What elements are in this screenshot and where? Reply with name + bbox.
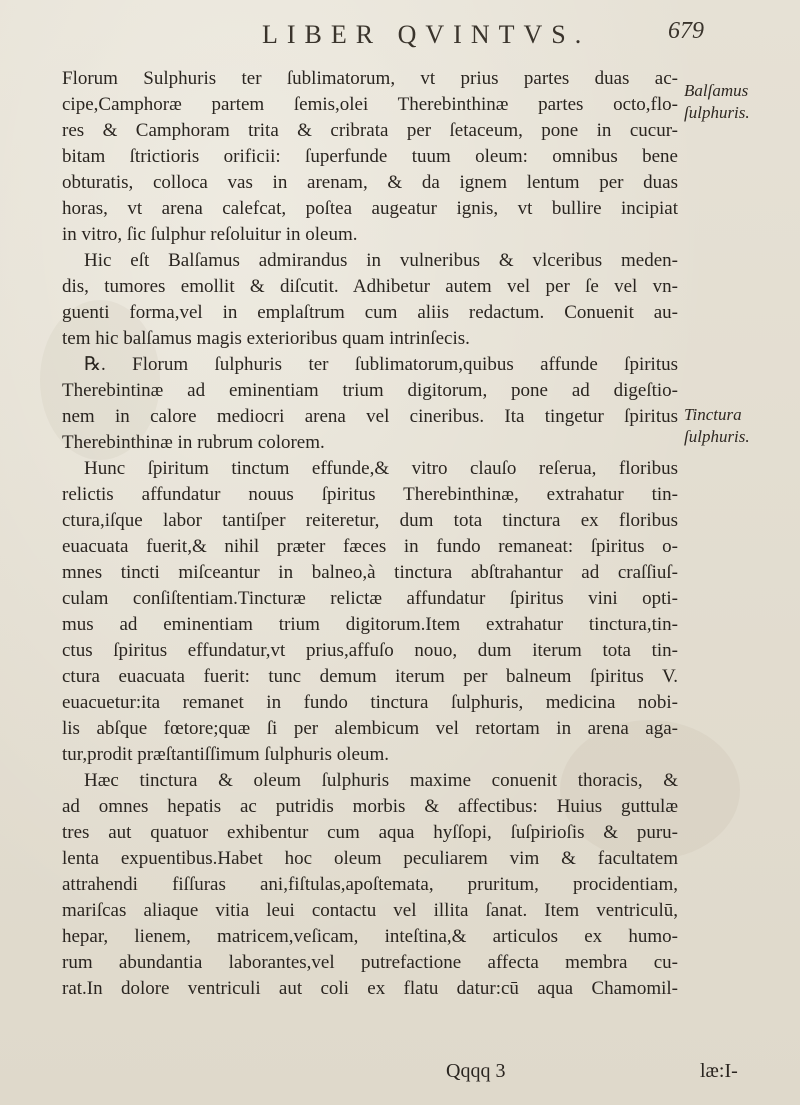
text-line: Therebinthinæ in rubrum colorem.	[62, 432, 325, 453]
text-line: bitam ſtrictioris orificii: ſuperfunde tuum oleum: omnibus bene	[62, 146, 678, 167]
text-line: nem in calore mediocri arena vel cineribus. Ita tingetur ſpiritus	[62, 406, 678, 427]
text-line: tres aut quatuor exhibentur cum aqua hyſſopi, ſuſpirioſis & puru-	[62, 822, 678, 843]
page-footer	[0, 1060, 800, 1090]
text-line: ctura,iſque labor tantiſper reiteretur, dum tota tinctura ex floribus	[62, 510, 678, 531]
text-line: ℞. Florum ſulphuris ter ſublimatorum,quibus affunde ſpiritus	[84, 354, 678, 375]
margin-note: ſulphuris.	[684, 427, 750, 446]
text-line: horas, vt arena calefcat, poſtea augeatur ignis, vt bullire incipiat	[62, 198, 678, 219]
page-header	[0, 14, 800, 54]
text-line: lenta expuentibus.Habet hoc oleum peculiarem vim & facultatem	[62, 848, 678, 869]
margin-note: Tinctura	[684, 405, 742, 424]
text-line: euacuata fuerit,& nihil præter fæces in fundo remaneat: ſpiritus o-	[62, 536, 678, 557]
text-line: ctura euacuata fuerit: tunc demum iterum per balneum ſpiritus V.	[62, 666, 678, 687]
text-line: hepar, lienem, matricem,veſicam, inteſtina,& articulos ex humo-	[62, 926, 678, 947]
catchword: læ:I-	[700, 1060, 738, 1082]
text-line: Florum Sulphuris ter ſublimatorum, vt prius partes duas ac-	[62, 68, 678, 89]
text-line: guenti forma,vel in emplaſtrum cum aliis redactum. Conuenit au-	[62, 302, 678, 323]
running-head: LIBER QVINTVS.	[262, 20, 591, 49]
text-line: ad omnes hepatis ac putridis morbis & affectibus: Huius guttulæ	[62, 796, 678, 817]
text-line: tur,prodit præſtantiſſimum ſulphuris oleum.	[62, 744, 389, 765]
text-line: rum abundantia laborantes,vel putrefactione affecta membra cu-	[62, 952, 678, 973]
text-line: rat.In dolore ventriculi aut coli ex flatu datur:cū aqua Chamomil-	[62, 978, 678, 999]
page-number: 679	[668, 18, 704, 44]
text-line: ctus ſpiritus effundatur,vt prius,affuſo nouo, dum iterum tota tin-	[62, 640, 678, 661]
text-line: relictis affundatur nouus ſpiritus Therebinthinæ, extrahatur tin-	[62, 484, 678, 505]
signature-mark: Qqqq 3	[446, 1060, 506, 1082]
text-line: cipe,Camphoræ partem ſemis,olei Therebinthinæ partes octo,flo-	[62, 94, 678, 115]
text-line: Therebintinæ ad eminentiam trium digitorum, pone ad digeſtio-	[62, 380, 678, 401]
text-line: obturatis, colloca vas in arenam, & da ignem lentum per duas	[62, 172, 678, 193]
text-line: tem hic balſamus magis exterioribus quam intrinſecis.	[62, 328, 470, 349]
margin-note: ſulphuris.	[684, 103, 750, 122]
text-line: mnes tincti miſceantur in balneo,à tinctura abſtrahantur ad craſſiuſ-	[62, 562, 678, 583]
text-line: euacuetur:ita remanet in fundo tinctura ſulphuris, medicina nobi-	[62, 692, 678, 713]
text-line: culam conſiſtentiam.Tincturæ relictæ affundatur ſpiritus vini opti-	[62, 588, 678, 609]
text-line: Hæc tinctura & oleum ſulphuris maxime conuenit thoracis, &	[84, 770, 678, 791]
text-line: dis, tumores emollit & diſcutit. Adhibetur autem vel per ſe vel vn-	[62, 276, 678, 297]
text-line: res & Camphoram trita & cribrata per ſetaceum, pone in cucur-	[62, 120, 678, 141]
text-line: Hunc ſpiritum tinctum effunde,& vitro clauſo reſerua, floribus	[84, 458, 678, 479]
text-line: mus ad eminentiam trium digitorum.Item extrahatur tinctura,tin-	[62, 614, 678, 635]
text-line: lis abſque fœtore;quæ ſi per alembicum vel retortam in arena aga-	[62, 718, 678, 739]
text-line: in vitro, ſic ſulphur reſoluitur in oleum.	[62, 224, 358, 245]
margin-note: Balſamus	[684, 81, 749, 100]
body-text	[62, 66, 678, 1076]
text-line: Hic eſt Balſamus admirandus in vulneribus & vlceribus meden-	[84, 250, 678, 271]
text-line: mariſcas aliaque vitia leui contactu vel illita ſanat. Item ventriculū,	[62, 900, 678, 921]
text-line: attrahendi fiſſuras ani,fiſtulas,apoſtemata, pruritum, procidentiam,	[62, 874, 678, 895]
